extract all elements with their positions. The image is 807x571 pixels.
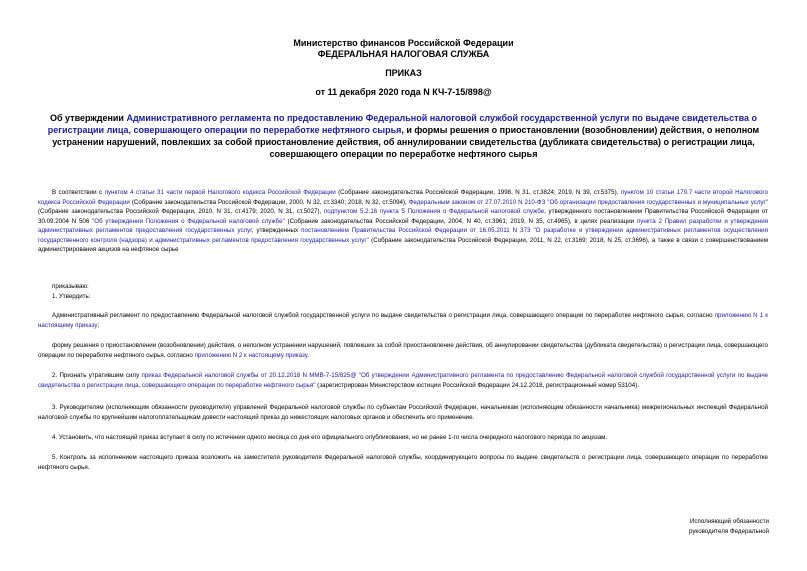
signature-line-2: руководителя Федеральной	[688, 528, 769, 535]
title-regulation-link[interactable]: Административного регламента по предоставлению Федеральной налоговой службой государственной услуги по выдаче свидетельства о регистрации лица, совершающего операции по переработке нефтяного сырья	[47, 113, 757, 135]
item-4: 4. Установить, что настоящий приказ вступает в силу по истечении одного месяца со дня его официального опубликования, но не ранее 1-го числа очередного налогового периода по акцизам.	[52, 434, 608, 441]
order-word: приказываю:	[52, 283, 89, 290]
item-5: 5. Контроль за исполнением настоящего приказа возложить на заместителя руководителя Федеральной налоговой службы, координирующего вопросы по выдаче свидетельств о регистрации лица, совершающего операции по переработке нефтяного сырья.	[38, 454, 768, 471]
item-2	[38, 371, 768, 390]
preamble-link-1[interactable]: пунктом 4 статьи 31 части первой Налогового кодекса Российской Федерации	[104, 189, 336, 196]
repealed-order-link[interactable]: приказ Федеральной налоговой службы от 20.12.2018 N ММВ-7-15/825@ "Об утверждении Административного регламента по предоставлению Федеральной налоговой службой государственной услуги по выдаче свидетельства о регистрации лица, совершающего операции по переработке нефтяного сырья"	[38, 372, 769, 389]
document-type: ПРИКАЗ	[385, 68, 422, 78]
document-title	[32, 112, 775, 160]
preamble-text-4: (Собрание законодательства Российской Федерации, 2010, N 31, ст.4179; 2020, N 31, ст.5027),	[38, 208, 324, 215]
ministry-heading: Министерство финансов Российской Федерации	[293, 38, 514, 48]
item-1b-end: .	[307, 351, 309, 359]
appendix-1-link[interactable]: приложению N 1 к настоящему приказу	[38, 312, 768, 329]
preamble-text-5: , утвержденного постановлением Правительства Российской Федерации от 30.09.2004 N 506	[38, 208, 768, 225]
preamble-text-3: (Собрание законодательства Российской Федерации, 2000, N 32, ст.3340; 2018, N 32, ст.5094),	[129, 198, 409, 206]
item-1b-text: форму решения о приостановлении (возобновлении) действия, о неполном устранении нарушений, повлекших за собой приостановление действия, об аннулировании свидетельства (дубликата свидетельства) о регистрации лица, совершающего операции по переработке нефтяного сырья, согласно	[38, 342, 768, 359]
preamble-link-6[interactable]: пункта 2 Правил разработки и утверждения административных регламентов предоставления государственных услуг	[38, 217, 769, 234]
preamble-text-8: (Собрание законодательства Российской Федерации, 2011, N 22, ст.3169; 2018, N 25, ст.3696), а также в связи с совершенствованием администрирования акцизов на нефтяное сырье	[38, 236, 768, 253]
item-2-text: 2. Признать утратившим силу	[52, 372, 142, 379]
item-1b	[38, 341, 768, 360]
item-1a-end: ;	[97, 321, 100, 329]
preamble-link-2[interactable]: пунктом 10 статьи 179.7 части второй Налогового кодекса Российской Федерации	[38, 189, 768, 206]
preamble-paragraph	[38, 188, 768, 255]
item-3: 3. Руководителям (исполняющим обязанности руководителя) управлений Федеральной налоговой службы по субъектам Российской Федерации, начальникам (исполняющим обязанности начальника) межрегиональных инспекций Федеральной налоговой службы по крупнейшим налогоплательщикам довести настоящий приказ до нижестоящих налоговых органов и обеспечить его применение.	[38, 404, 768, 421]
item-1: 1. Утвердить:	[52, 293, 91, 300]
preamble-link-3[interactable]: Федеральным законом от 27.07.2010 N 210-ФЗ "Об организации предоставления государственных и муниципальных услуг"	[408, 198, 768, 206]
service-heading: ФЕДЕРАЛЬНАЯ НАЛОГОВАЯ СЛУЖБА	[317, 49, 490, 59]
title-rest: , и формы решения о приостановлении (возобновлении) действия, о неполном устранении нарушений, повлекших за собой приостановление действия, об аннулировании свидетельства (дубликата свидетельства) о регистрации лица, совершающего операции по переработке нефтяного сырья	[52, 125, 760, 159]
preamble-link-5[interactable]: "Об утверждении Положения о Федеральной налоговой службе"	[92, 217, 285, 225]
title-prefix: Об утверждении	[49, 113, 127, 123]
preamble-text-7: , утвержденных	[251, 227, 302, 234]
preamble-link-4[interactable]: подпунктом 5.2.16 пункта 5 Положения о Федеральной налоговой службе	[323, 208, 545, 215]
preamble-link-7[interactable]: постановлением Правительства Российской Федерации от 16.05.2011 N 373 "О разработке и утверждении административных регламентов осуществления государственного контроля (надзора) и административных регламентов предоставления государственных услуг"	[38, 227, 768, 244]
preamble-text-2: (Собрание законодательства Российской Федерации, 1998, N 31, ст.3824; 2019, N 39, ст.5375),	[335, 189, 621, 196]
appendix-2-link[interactable]: приложению N 2 к настоящему приказу	[194, 351, 308, 359]
item-1a	[38, 311, 768, 330]
signature-line-1: Исполняющий обязанности	[689, 518, 769, 525]
preamble-text-6: (Собрание законодательства Российской Федерации, 2004, N 40, ст.3961; 2019, N 35, ст.4965), в целях реализации	[284, 217, 637, 225]
item-2-end: (зарегистрирован Министерством юстиции Российской Федерации 24.12.2018, регистрационный номер 53104).	[315, 381, 639, 389]
document-date-number: от 11 декабря 2020 года N КЧ-7-15/898@	[315, 87, 492, 97]
preamble-text-1: В соответствии с	[52, 189, 105, 196]
item-1a-text: Административный регламент по предоставлению Федеральной налоговой службой государственной услуги по выдаче свидетельства о регистрации лица, совершающего операции по переработке нефтяного сырья, согласно	[52, 312, 715, 319]
